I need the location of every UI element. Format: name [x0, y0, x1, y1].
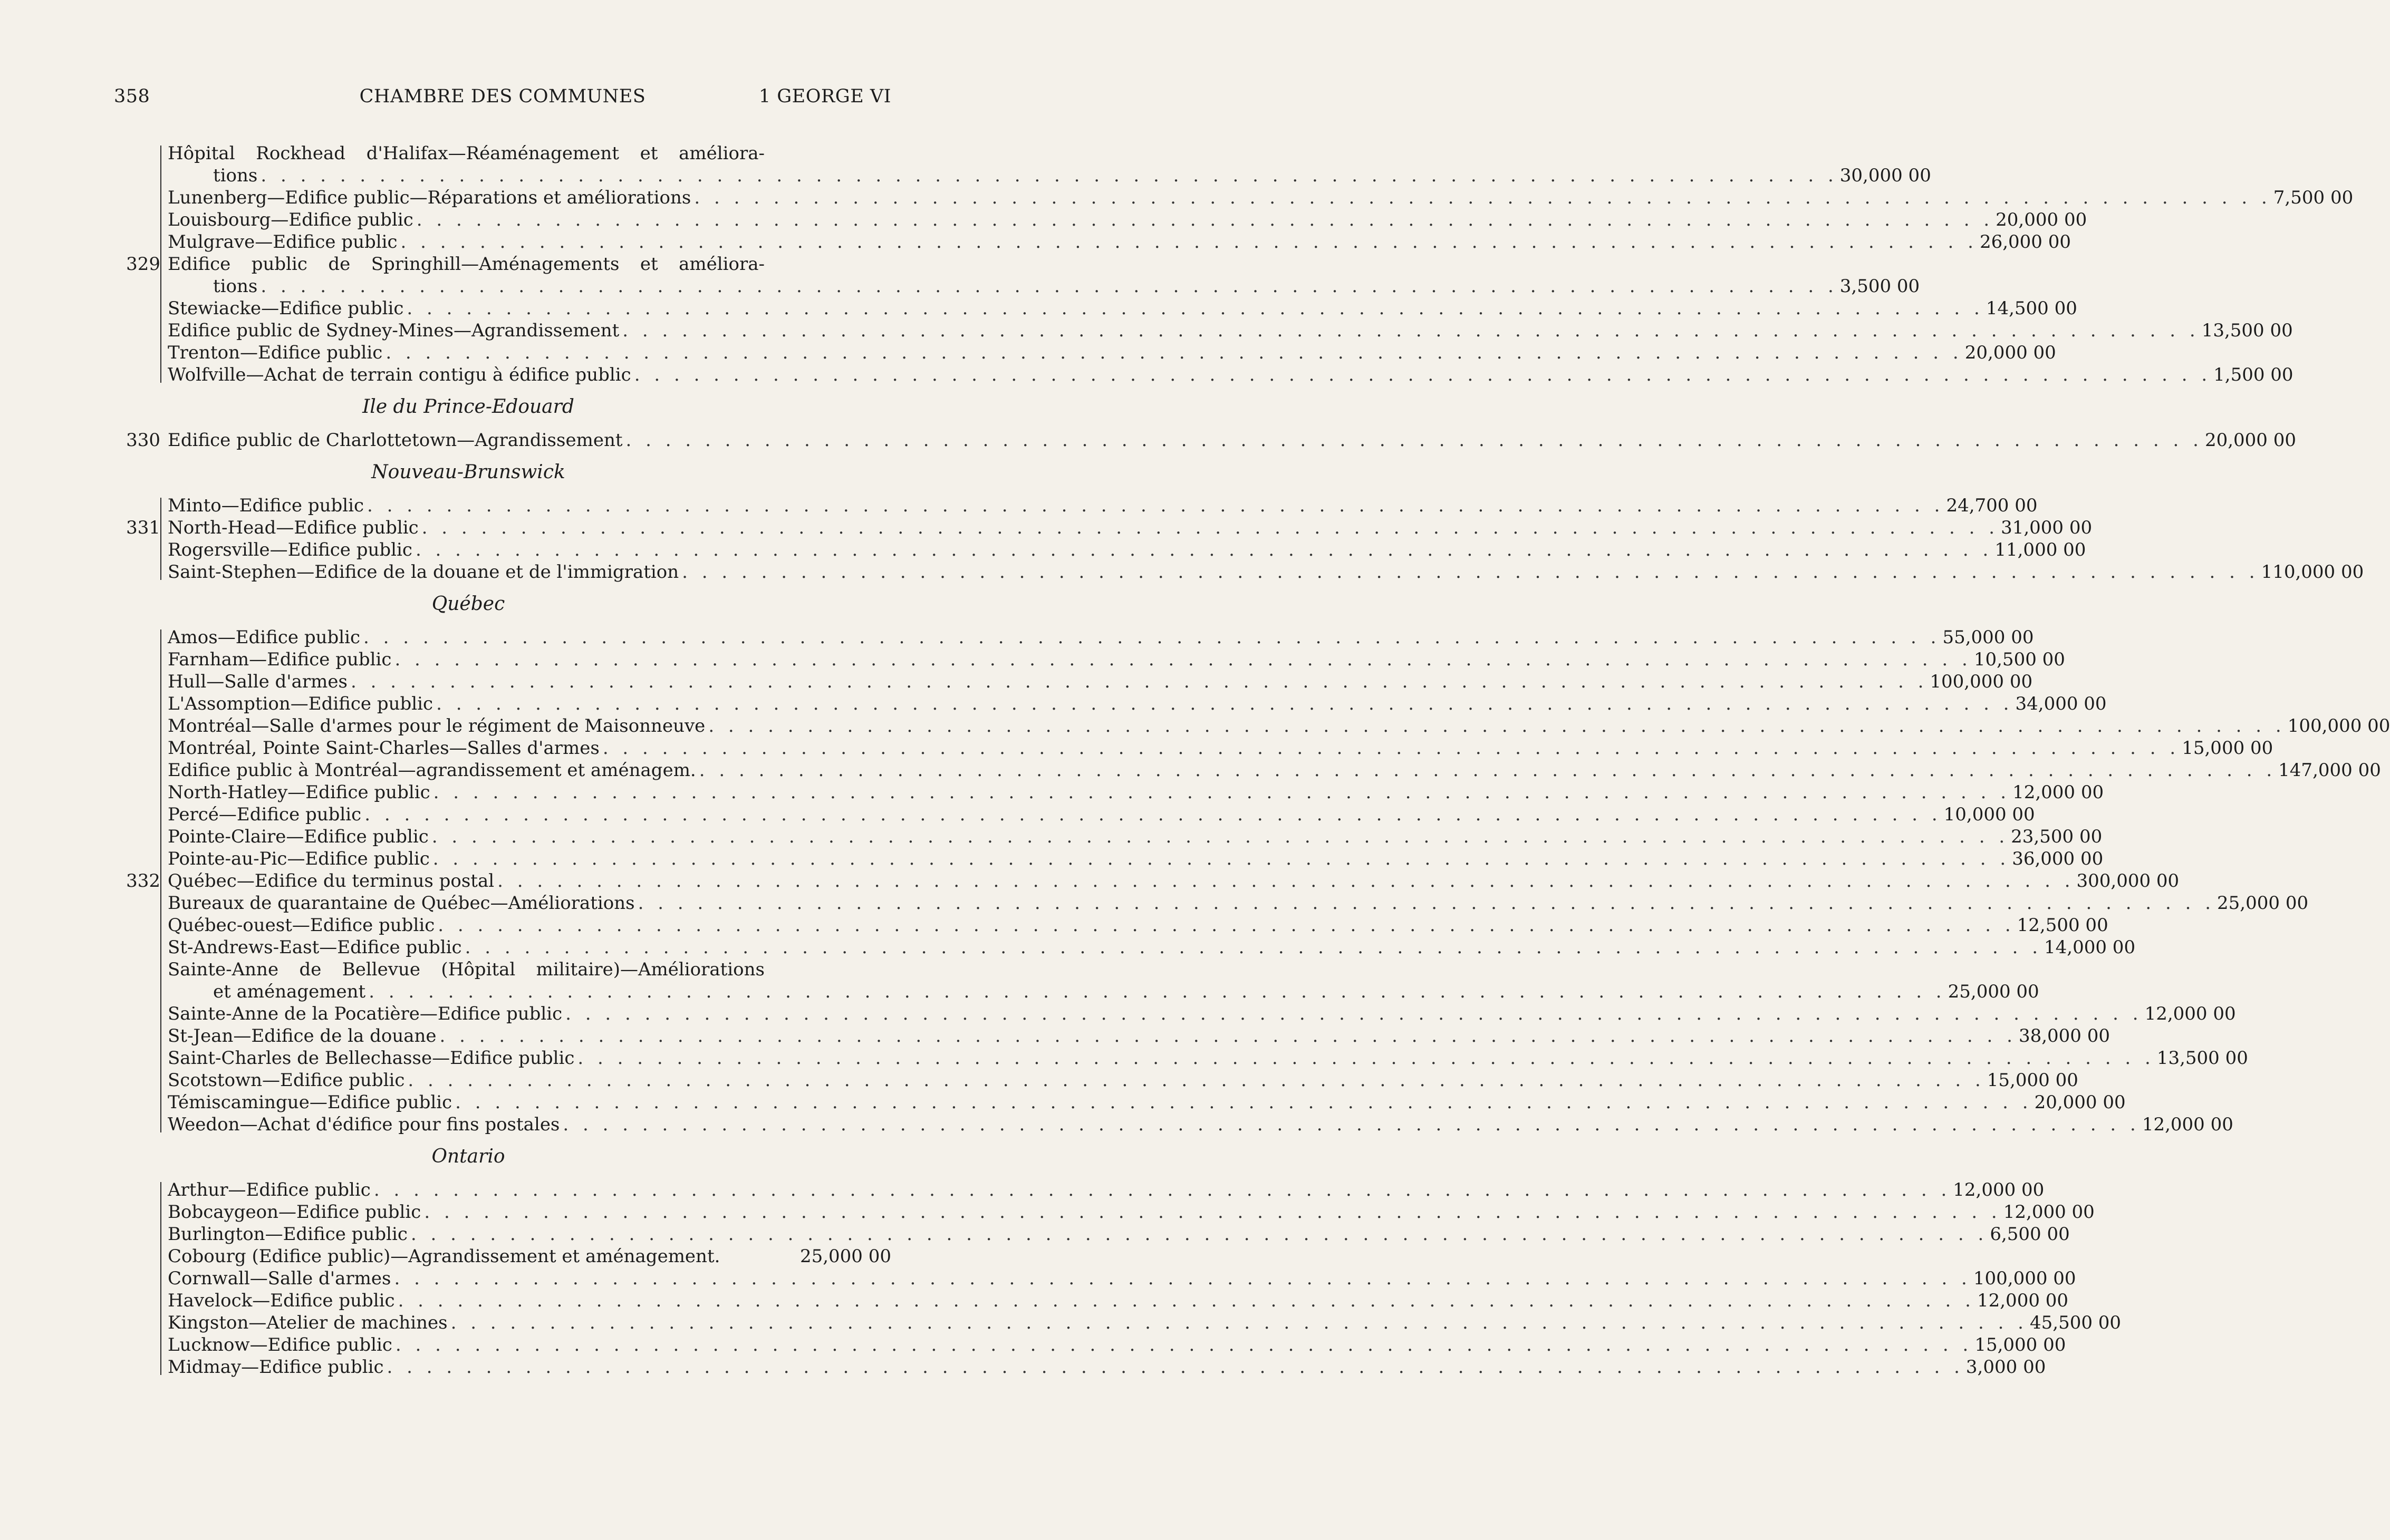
item-description: Lunenberg—Edifice public—Réparations et améliorations — [168, 187, 691, 208]
dot-leader: . . . . . . . . . . . . . . . . . . . . . . . . . . . . . . . . . . . . . . . . . . . . . . . . . . . . . . . . . . . . . . . . . . . . . . . . . . . . . . . . — [625, 430, 2203, 451]
item-amount: 26,000 00 — [1979, 231, 2071, 253]
item-amount: 20,000 00 — [2204, 430, 2296, 451]
item-description: Hull—Salle d'armes — [168, 671, 348, 692]
item-amount: 15,000 00 — [1987, 1070, 2078, 1091]
item-description: Rogersville—Edifice public — [168, 539, 412, 560]
item-line — [168, 164, 1931, 187]
estimate-item — [168, 958, 2039, 1003]
dot-leader: . . . . . . . . . . . . . . . . . . . . . . . . . . . . . . . . . . . . . . . . . . . . . . . . . . . . . . . . . . . . . . . . . . . . . . . . . . . . . . . . — [387, 1357, 1964, 1378]
item-line — [168, 892, 2309, 914]
estimates-list — [0, 142, 2390, 1378]
item-line — [168, 715, 2390, 737]
item-amount: 24,700 00 — [1946, 495, 2038, 516]
estimate-item — [168, 231, 2071, 253]
item-line — [168, 1356, 2046, 1378]
item-line — [168, 1069, 2078, 1091]
item-line — [168, 1267, 2076, 1290]
vote-number: 331 — [126, 517, 160, 538]
dot-leader: . . . . . . . . . . . . . . . . . . . . . . . . . . . . . . . . . . . . . . . . . . . . . . . . . . . . . . . . . . . . . . . . . . . . . . . . . . . . . . . . — [350, 671, 1928, 692]
estimate-item — [168, 759, 2381, 781]
estimate-item — [168, 1047, 2248, 1069]
item-line — [168, 517, 2093, 539]
item-amount: 20,000 00 — [1996, 209, 2087, 230]
dot-leader: . . . . . . . . . . . . . . . . . . . . . . . . . . . . . . . . . . . . . . . . . . . . . . . . . . . . . . . . . . . . . . . . . . . . . . . . . . . . . . . . — [261, 276, 1838, 297]
item-description: Cornwall—Salle d'armes — [168, 1268, 391, 1289]
estimate-item — [168, 1245, 891, 1267]
estimate-item — [168, 1356, 2046, 1378]
item-description: Louisbourg—Edifice public — [168, 209, 413, 230]
dot-leader: . . . . . . . . . . . . . . . . . . . . . . . . . . . . . . . . . . . . . . . . . . . . . . . . . . . . . . . . . . . . . . . . . . . . . . . . . . . . . . . . — [682, 561, 2259, 583]
item-description: Amos—Edifice public — [168, 627, 361, 648]
item-line — [168, 231, 2071, 253]
item-amount: 100,000 00 — [1973, 1268, 2076, 1289]
item-description: Percé—Edifice public — [168, 804, 362, 825]
item-description: St-Andrews-East—Edifice public — [168, 937, 462, 958]
estimate-item — [168, 364, 2293, 386]
dot-leader: . . . . . . . . . . . . . . . . . . . . . . . . . . . . . . . . . . . . . . . . . . . . . . . . . . . . . . . . . . . . . . . . . . . . . . . . . . . . . . . . — [410, 1224, 1988, 1245]
dot-leader: . . . . . . . . . . . . . . . . . . . . . . . . . . . . . . . . . . . . . . . . . . . . . . . . . . . . . . . . . . . . . . . . . . . . . . . . . . . . . . . . — [431, 826, 2009, 847]
page-title: CHAMBRE DES COMMUNES — [359, 86, 646, 107]
running-head-reign: 1 GEORGE VI — [758, 86, 891, 107]
item-amount: 147,000 00 — [2278, 760, 2381, 781]
item-amount: 14,500 00 — [1986, 298, 2077, 319]
section-heading: Nouveau-Brunswick — [371, 461, 565, 483]
item-amount: 12,000 00 — [1977, 1290, 2069, 1311]
item-amount: 10,500 00 — [1973, 649, 2065, 670]
item-description: St-Jean—Edifice de la douane — [168, 1025, 437, 1047]
item-amount: 25,000 00 — [2217, 893, 2309, 914]
estimate-item — [168, 561, 2364, 583]
dot-leader: . . . . . . . . . . . . . . . . . . . . . . . . . . . . . . . . . . . . . . . . . . . . . . . . . . . . . . . . . . . . . . . . . . . . . . . . . . . . . . . . — [261, 165, 1838, 186]
item-amount: 12,500 00 — [2017, 915, 2108, 936]
estimate-item — [168, 914, 2108, 936]
vote-number: 330 — [126, 430, 160, 451]
item-amount: 25,000 00 — [1948, 981, 2039, 1002]
item-line — [168, 1245, 891, 1267]
estimate-item — [168, 781, 2104, 803]
item-description: Edifice public à Montréal—agrandissement et aménagem. — [168, 760, 696, 781]
estimate-item — [168, 1290, 2069, 1312]
item-description: Québec—Edifice du terminus postal — [168, 870, 495, 892]
dot-leader: . . . . . . . . . . . . . . . . . . . . . . . . . . . . . . . . . . . . . . . . . . . . . . . . . . . . . . . . . . . . . . . . . . . . . . . . . . . . . . . . — [497, 870, 2075, 892]
item-line — [168, 319, 2293, 342]
item-amount: 36,000 00 — [2012, 848, 2104, 869]
item-group — [168, 1179, 2122, 1378]
item-group — [126, 495, 2364, 583]
estimate-item — [168, 253, 1920, 297]
estimate-item — [168, 187, 2354, 209]
item-line — [168, 275, 1920, 297]
estimate-item — [168, 1312, 2122, 1334]
item-description: Lucknow—Edifice public — [168, 1334, 392, 1355]
item-amount: 13,500 00 — [2201, 320, 2293, 341]
section-heading: Québec — [431, 593, 505, 615]
item-description: Saint-Charles de Bellechasse—Edifice public — [168, 1048, 575, 1069]
item-description: Weedon—Achat d'édifice pour fins postales — [168, 1114, 560, 1135]
item-amount: 110,000 00 — [2261, 561, 2364, 583]
item-description: Havelock—Edifice public — [168, 1290, 395, 1311]
dot-leader: . . . . . . . . . . . . . . . . . . . . . . . . . . . . . . . . . . . . . . . . . . . . . . . . . . . . . . . . . . . . . . . . . . . . . . . . . . . . . . . . — [455, 1092, 2032, 1113]
item-description: Minto—Edifice public — [168, 495, 364, 516]
dot-leader: . . . . . . . . . . . . . . . . . . . . . . . . . . . . . . . . . . . . . . . . . . . . . . . . . . . . . . . . . . . . . . . . . . . . . . . . . . . . . . . . — [369, 981, 1946, 1002]
vote-number: 329 — [126, 254, 160, 275]
item-description: tions — [213, 276, 258, 297]
item-amount: 15,000 00 — [2182, 738, 2273, 759]
item-amount: 12,000 00 — [2003, 1202, 2095, 1223]
item-description: Saint-Stephen—Edifice de la douane et de l'immigration — [168, 561, 679, 583]
item-description: et aménagement — [213, 981, 366, 1002]
dot-leader: . . . . . . . . . . . . . . . . . . . . . . . . . . . . . . . . . . . . . . . . . . . . . . . . . . . . . . . . . . . . . . . . . . . . . . . . . . . . . . . . — [416, 209, 1994, 230]
item-description: Stewiacke—Edifice public — [168, 298, 404, 319]
item-amount: 3,500 00 — [1839, 276, 1920, 297]
item-description: Montréal, Pointe Saint-Charles—Salles d'armes — [168, 738, 600, 759]
item-description: Trenton—Edifice public — [168, 342, 383, 363]
item-amount: 100,000 00 — [1930, 671, 2033, 692]
estimate-item — [168, 495, 2038, 517]
dot-leader: . . . . . . . . . . . . . . . . . . . . . . . . . . . . . . . . . . . . . . . . . . . . . . . . . . . . . . . . . . . . . . . . . . . . . . . . . . . . . . . . — [424, 1202, 2001, 1223]
dot-leader: . . . . . . . . . . . . . . . . . . . . . . . . . . . . . . . . . . . . . . . . . . . . . . . . . . . . . . . . . . . . . . . . . . . . . . . . . . . . . . . . — [394, 649, 1972, 670]
item-line — [168, 187, 2354, 209]
dot-leader: . . . . . . . . . . . . . . . . . . . . . . . . . . . . . . . . . . . . . . . . . . . . . . . . . . . . . . . . . . . . . . . . . . . . . . . . . . . . . . . . — [432, 848, 2010, 869]
estimate-item — [168, 737, 2273, 759]
estimate-item — [168, 1025, 2110, 1047]
dot-leader: . . . . . . . . . . . . . . . . . . . . . . . . . . . . . . . . . . . . . . . . . . . . . . . . . . . . . . . . . . . . . . . . . . . . . . . . . . . . . . . . — [415, 539, 1993, 560]
estimate-item — [168, 1223, 2070, 1245]
item-description: North-Hatley—Edifice public — [168, 782, 430, 803]
item-amount: 12,000 00 — [2144, 1003, 2236, 1024]
item-line — [168, 803, 2035, 826]
estimate-item — [168, 1179, 2045, 1201]
estimate-item — [168, 517, 2093, 539]
item-line — [168, 1091, 2126, 1113]
estimate-item — [168, 1069, 2078, 1091]
item-amount: 300,000 00 — [2076, 870, 2180, 892]
dot-leader: . . . . . . . . . . . . . . . . . . . . . . . . . . . . . . . . . . . . . . . . . . . . . . . . . . . . . . . . . . . . . . . . . . . . . . . . . . . . . . . . — [363, 627, 1941, 648]
item-line — [168, 1025, 2110, 1047]
item-line — [168, 671, 2033, 693]
item-description: Bureaux de quarantaine de Québec—Améliorations — [168, 893, 635, 914]
page-header — [114, 86, 891, 113]
item-amount: 45,500 00 — [2030, 1312, 2122, 1333]
estimate-item — [168, 671, 2033, 693]
dot-leader: . . . . . . . . . . . . . . . . . . . . . . . . . . . . . . . . . . . . . . . . . . . . . . . . . . . . . . . . . . . . . . . . . . . . . . . . . . . . . . . . — [395, 1334, 1973, 1355]
dot-leader: . . . . . . . . . . . . . . . . . . . . . . . . . . . . . . . . . . . . . . . . . . . . . . . . . . . . . . . . . . . . . . . . . . . . . . . . . . . . . . . . — [563, 1114, 2140, 1135]
item-line — [168, 1047, 2248, 1069]
item-description: Cobourg (Edifice public)—Agrandissement et aménagement. — [168, 1246, 720, 1267]
item-description: Scotstown—Edifice public — [168, 1070, 405, 1091]
item-description: Arthur—Edifice public — [168, 1179, 371, 1200]
item-amount: 11,000 00 — [1994, 539, 2086, 560]
item-description: Témiscamingue—Edifice public — [168, 1092, 452, 1113]
item-line — [168, 870, 2180, 892]
item-line — [168, 737, 2273, 759]
item-line — [168, 1223, 2070, 1245]
dot-leader: . . . . . . . . . . . . . . . . . . . . . . . . . . . . . . . . . . . . . . . . . . . . . . . . . . . . . . . . . . . . . . . . . . . . . . . . . . . . . . . . — [465, 937, 2042, 958]
item-description: Edifice public de Charlottetown—Agrandissement — [168, 430, 623, 451]
item-line — [168, 848, 2104, 870]
estimate-item — [168, 626, 2034, 648]
dot-leader: . . . . . . . . . . . . . . . . . . . . . . . . . . . . . . . . . . . . . . . . . . . . . . . . . . . . . . . . . . . . . . . . . . . . . . . . . . . . . . . . — [407, 298, 1984, 319]
item-amount: 7,500 00 — [2273, 187, 2354, 208]
item-line — [168, 1003, 2236, 1025]
item-line — [168, 297, 2077, 319]
dot-leader: . . . . . . . . . . . . . . . . . . . . . . . . . . . . . . . . . . . . . . . . . . . . . . . . . . . . . . . . . . . . . . . . . . . . . . . . . . . . . . . . — [602, 738, 2180, 759]
item-amount: 25,000 00 — [799, 1246, 891, 1267]
item-description: Sainte-Anne de la Pocatière—Edifice public — [168, 1003, 563, 1024]
item-description: Pointe-Claire—Edifice public — [168, 826, 429, 847]
dot-leader: . . . . . . . . . . . . . . . . . . . . . . . . . . . . . . . . . . . . . . . . . . . . . . . . . . . . . . . . . . . . . . . . . . . . . . . . . . . . . . . . — [622, 320, 2200, 341]
item-description: Mulgrave—Edifice public — [168, 231, 398, 253]
item-line — [168, 342, 2056, 364]
estimate-item — [168, 892, 2309, 914]
item-amount: 12,000 00 — [1953, 1179, 2045, 1200]
item-line — [168, 759, 2381, 781]
dot-leader: . . . . . . . . . . . . . . . . . . . . . . . . . . . . . . . . . . . . . . . . . . . . . . . . . . . . . . . . . . . . . . . . . . . . . . . . . . . . . . . . — [439, 1025, 2017, 1047]
dot-leader: . . . . . . . . . . . . . . . . . . . . . . . . . . . . . . . . . . . . . . . . . . . . . . . . . . . . . . . . . . . . . . . . . . . . . . . . . . . . . . . . — [638, 893, 2215, 914]
item-line — [168, 209, 2087, 231]
dot-leader: . . . . . . . . . . . . . . . . . . . . . . . . . . . . . . . . . . . . . . . . . . . . . . . . . . . . . . . . . . . . . . . . . . . . . . . . . . . . . . . . — [699, 760, 2277, 781]
item-group — [126, 142, 2354, 386]
item-description: tions — [213, 165, 258, 186]
item-line — [168, 1201, 2095, 1223]
item-description: Québec-ouest—Edifice public — [168, 915, 435, 936]
item-amount: 12,000 00 — [2012, 782, 2104, 803]
item-amount: 6,500 00 — [1990, 1224, 2070, 1245]
dot-leader: . . . . . . . . . . . . . . . . . . . . . . . . . . . . . . . . . . . . . . . . . . . . . . . . . . . . . . . . . . . . . . . . . . . . . . . . . . . . . . . . — [373, 1179, 1951, 1200]
estimate-item — [168, 429, 2296, 451]
dot-leader: . . . . . . . . . . . . . . . . . . . . . . . . . . . . . . . . . . . . . . . . . . . . . . . . . . . . . . . . . . . . . . . . . . . . . . . . . . . . . . . . — [708, 715, 2286, 737]
dot-leader: . . . . . . . . . . . . . . . . . . . . . . . . . . . . . . . . . . . . . . . . . . . . . . . . . . . . . . . . . . . . . . . . . . . . . . . . . . . . . . . . — [634, 364, 2212, 385]
item-line — [168, 781, 2104, 803]
item-line — [168, 914, 2108, 936]
item-amount: 55,000 00 — [1942, 627, 2034, 648]
dot-leader: . . . . . . . . . . . . . . . . . . . . . . . . . . . . . . . . . . . . . . . . . . . . . . . . . . . . . . . . . . . . . . . . . . . . . . . . . . . . . . . . — [398, 1290, 1975, 1311]
section-heading: Ontario — [431, 1146, 505, 1167]
item-description: Edifice public de Sydney-Mines—Agrandissement — [168, 320, 620, 341]
item-description: Wolfville—Achat de terrain contigu à édifice public — [168, 364, 631, 385]
dot-leader: . . . . . . . . . . . . . . . . . . . . . . . . . . . . . . . . . . . . . . . . . . . . . . . . . . . . . . . . . . . . . . . . . . . . . . . . . . . . . . . . — [436, 693, 2013, 714]
dot-leader: . . . . . . . . . . . . . . . . . . . . . . . . . . . . . . . . . . . . . . . . . . . . . . . . . . . . . . . . . . . . . . . . . . . . . . . . . . . . . . . . — [577, 1048, 2155, 1069]
item-amount: 31,000 00 — [2001, 517, 2093, 538]
dot-leader: . . . . . . . . . . . . . . . . . . . . . . . . . . . . . . . . . . . . . . . . . . . . . . . . . . . . . . . . . . . . . . . . . . . . . . . . . . . . . . . . — [394, 1268, 1971, 1289]
item-amount: 13,500 00 — [2156, 1048, 2248, 1069]
item-line — [168, 1334, 2066, 1356]
item-amount: 100,000 00 — [2287, 715, 2390, 737]
item-line — [168, 495, 2038, 517]
item-amount: 3,000 00 — [1965, 1357, 2046, 1378]
item-amount: 12,000 00 — [2142, 1114, 2233, 1135]
estimate-item — [168, 1201, 2095, 1223]
item-description: Montréal—Salle d'armes pour le régiment de Maisonneuve — [168, 715, 706, 737]
section-heading: Ile du Prince-Edouard — [362, 396, 574, 418]
item-amount: 30,000 00 — [1839, 165, 1931, 186]
item-line — [168, 693, 2107, 715]
dot-leader: . . . . . . . . . . . . . . . . . . . . . . . . . . . . . . . . . . . . . . . . . . . . . . . . . . . . . . . . . . . . . . . . . . . . . . . . . . . . . . . . — [438, 915, 2015, 936]
item-line — [168, 626, 2034, 648]
estimate-item — [168, 539, 2086, 561]
estimate-item — [168, 1113, 2233, 1136]
dot-leader: . . . . . . . . . . . . . . . . . . . . . . . . . . . . . . . . . . . . . . . . . . . . . . . . . . . . . . . . . . . . . . . . . . . . . . . . . . . . . . . . — [450, 1312, 2028, 1333]
item-amount: 34,000 00 — [2015, 693, 2107, 714]
item-description: Pointe-au-Pic—Edifice public — [168, 848, 430, 869]
item-description: L'Assomption—Edifice public — [168, 693, 433, 714]
estimate-item — [168, 1334, 2066, 1356]
item-description-line: Hôpital Rockhead d'Halifax—Réaménagement et améliora- — [168, 143, 765, 164]
item-description: North-Head—Edifice public — [168, 517, 419, 538]
item-description-line: Sainte-Anne de Bellevue (Hôpital militaire)—Améliorations — [168, 959, 765, 980]
estimate-item — [168, 1091, 2126, 1113]
dot-leader: . . . . . . . . . . . . . . . . . . . . . . . . . . . . . . . . . . . . . . . . . . . . . . . . . . . . . . . . . . . . . . . . . . . . . . . . . . . . . . . . — [694, 187, 2271, 208]
vote-number: 332 — [126, 870, 160, 892]
estimate-item — [168, 209, 2087, 231]
page-number: 358 — [114, 86, 150, 107]
estimate-item — [168, 1267, 2076, 1290]
item-group — [126, 626, 2390, 1136]
estimate-item — [168, 826, 2103, 848]
item-line — [168, 1113, 2233, 1136]
item-line — [168, 826, 2103, 848]
estimate-item — [168, 803, 2035, 826]
item-description: Kingston—Atelier de machines — [168, 1312, 448, 1333]
dot-leader: . . . . . . . . . . . . . . . . . . . . . . . . . . . . . . . . . . . . . . . . . . . . . . . . . . . . . . . . . . . . . . . . . . . . . . . . . . . . . . . . — [565, 1003, 2143, 1024]
dot-leader: . . . . . . . . . . . . . . . . . . . . . . . . . . . . . . . . . . . . . . . . . . . . . . . . . . . . . . . . . . . . . . . . . . . . . . . . . . . . . . . . — [367, 495, 1944, 516]
estimate-item — [168, 648, 2065, 671]
item-amount: 20,000 00 — [2034, 1092, 2126, 1113]
dot-leader: . . . . . . . . . . . . . . . . . . . . . . . . . . . . . . . . . . . . . . . . . . . . . . . . . . . . . . . . . . . . . . . . . . . . . . . . . . . . . . . . — [386, 342, 1963, 363]
dot-leader: . . . . . . . . . . . . . . . . . . . . . . . . . . . . . . . . . . . . . . . . . . . . . . . . . . . . . . . . . . . . . . . . . . . . . . . . . . . . . . . . — [433, 782, 2011, 803]
item-line — [168, 1290, 2069, 1312]
item-amount: 15,000 00 — [1974, 1334, 2066, 1355]
item-line — [168, 561, 2364, 583]
item-description: Burlington—Edifice public — [168, 1224, 408, 1245]
estimate-item — [168, 1003, 2236, 1025]
item-line — [168, 364, 2293, 386]
item-description: Midmay—Edifice public — [168, 1357, 384, 1378]
item-group — [126, 429, 2296, 451]
item-amount: 20,000 00 — [1964, 342, 2056, 363]
estimate-item — [168, 870, 2180, 892]
item-amount: 23,500 00 — [2011, 826, 2103, 847]
estimate-item — [168, 848, 2104, 870]
item-description: Bobcaygeon—Edifice public — [168, 1202, 421, 1223]
item-description: Farnham—Edifice public — [168, 649, 392, 670]
estimate-item — [168, 319, 2293, 342]
dot-leader: . . . . . . . . . . . . . . . . . . . . . . . . . . . . . . . . . . . . . . . . . . . . . . . . . . . . . . . . . . . . . . . . . . . . . . . . . . . . . . . . — [421, 517, 1999, 538]
dot-leader: . . . . . . . . . . . . . . . . . . . . . . . . . . . . . . . . . . . . . . . . . . . . . . . . . . . . . . . . . . . . . . . . . . . . . . . . . . . . . . . . — [364, 804, 1942, 825]
item-line — [168, 1179, 2045, 1201]
item-amount: 10,000 00 — [1943, 804, 2035, 825]
estimate-item — [168, 715, 2390, 737]
item-line — [168, 648, 2065, 671]
dot-leader: . . . . . . . . . . . . . . . . . . . . . . . . . . . . . . . . . . . . . . . . . . . . . . . . . . . . . . . . . . . . . . . . . . . . . . . . . . . . . . . . — [408, 1070, 1985, 1091]
dot-leader: . . . . . . . . . . . . . . . . . . . . . . . . . . . . . . . . . . . . . . . . . . . . . . . . . . . . . . . . . . . . . . . . . . . . . . . . . . . . . . . . — [400, 231, 1978, 253]
estimate-item — [168, 142, 1931, 187]
item-line — [168, 936, 2136, 958]
item-line — [168, 539, 2086, 561]
estimate-item — [168, 693, 2107, 715]
item-description-line: Edifice public de Springhill—Aménagements et améliora- — [168, 254, 765, 275]
item-line — [168, 429, 2296, 451]
item-amount: 38,000 00 — [2018, 1025, 2110, 1047]
estimate-item — [168, 342, 2056, 364]
item-line — [168, 1312, 2122, 1334]
estimate-item — [168, 297, 2077, 319]
item-amount: 14,000 00 — [2044, 937, 2136, 958]
item-amount: 1,500 00 — [2213, 364, 2293, 385]
item-line — [168, 981, 2039, 1003]
estimate-item — [168, 936, 2136, 958]
